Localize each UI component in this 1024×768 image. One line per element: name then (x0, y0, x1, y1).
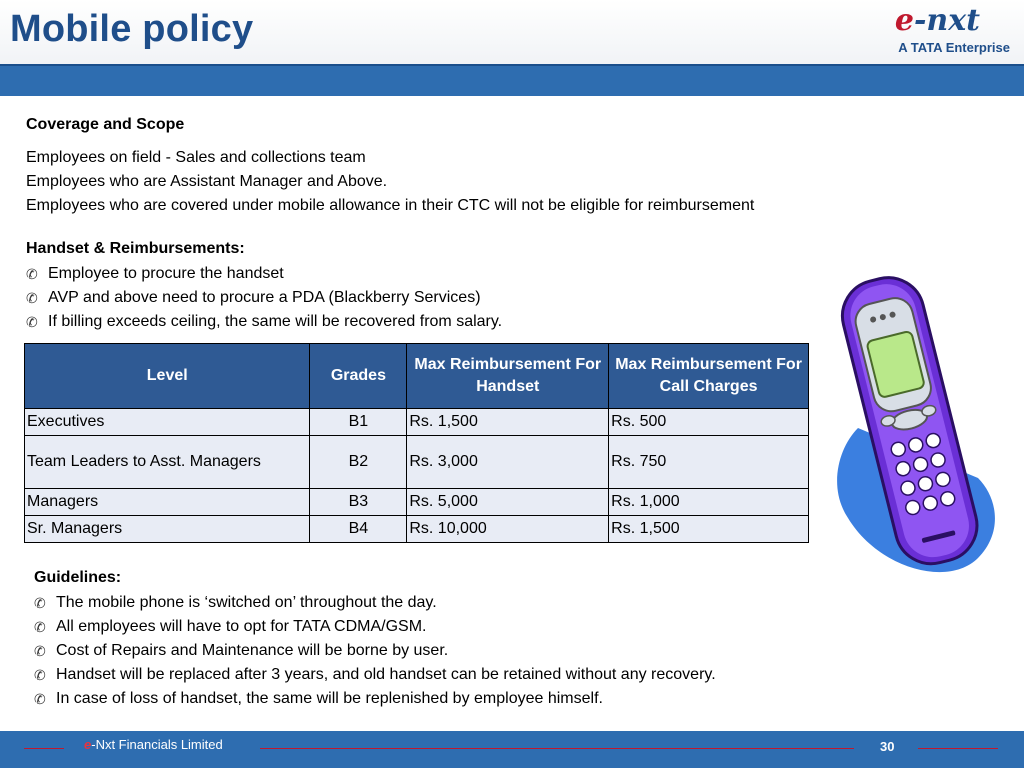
list-item: ✆ Employee to procure the handset (26, 262, 502, 286)
coverage-heading: Coverage and Scope (26, 116, 185, 133)
mobile-phone-illustration (828, 268, 1000, 588)
list-item: ✆ AVP and above need to procure a PDA (Blackberry Services) (26, 286, 502, 310)
phone-icon: ✆ (26, 266, 38, 282)
header-level: Level (25, 344, 310, 409)
page-number: 30 (880, 739, 895, 754)
reimbursement-table (24, 343, 809, 543)
cell-level: Managers (25, 489, 310, 516)
coverage-line: Employees who are covered under mobile allowance in their CTC will not be eligible for reimbursement (26, 197, 755, 214)
footer-divider (260, 748, 854, 749)
table-row (25, 436, 809, 489)
list-item: ✆ If billing exceeds ceiling, the same will be recovered from salary. (26, 310, 502, 334)
handset-heading: Handset & Reimbursements: (26, 240, 245, 257)
cell-grade: B1 (310, 409, 407, 436)
guidelines-list (34, 591, 716, 711)
list-item: ✆ Handset will be replaced after 3 years, and old handset can be retained without any recovery. (34, 663, 716, 687)
cell-call-charges: Rs. 1,500 (609, 516, 809, 543)
phone-icon: ✆ (34, 643, 46, 659)
phone-icon: ✆ (34, 667, 46, 683)
cell-level: Executives (25, 409, 310, 436)
header-max-handset: Max Reimbursement For Handset (407, 344, 609, 409)
footer-company: e-Nxt Financials Limited (84, 737, 223, 752)
list-item: ✆ In case of loss of handset, the same will be replenished by employee himself. (34, 687, 716, 711)
header-grades: Grades (310, 344, 407, 409)
cell-grade: B2 (310, 436, 407, 489)
coverage-lines (26, 146, 754, 218)
cell-handset: Rs. 10,000 (407, 516, 609, 543)
table-row (25, 516, 809, 543)
cell-call-charges: Rs. 750 (609, 436, 809, 489)
guidelines-heading: Guidelines: (34, 569, 122, 586)
phone-icon: ✆ (34, 619, 46, 635)
table-row (25, 409, 809, 436)
header-max-call-charges: Max Reimbursement For Call Charges (609, 344, 809, 409)
footer-divider (24, 748, 64, 749)
coverage-line: Employees on field - Sales and collections team (26, 149, 366, 166)
list-item: ✆ All employees will have to opt for TATA CDMA/GSM. (34, 615, 716, 639)
logo-mark: e-nxt (894, 3, 980, 38)
coverage-line: Employees who are Assistant Manager and Above. (26, 173, 388, 190)
logo-tagline: A TATA Enterprise (898, 40, 1010, 55)
slide-footer (0, 731, 1024, 768)
cell-handset: Rs. 3,000 (407, 436, 609, 489)
page-title: Mobile policy (10, 8, 254, 50)
table-header-row (25, 344, 809, 409)
header-band (0, 64, 1024, 96)
enxt-logo (870, 4, 1010, 60)
table-row (25, 489, 809, 516)
slide-header (0, 0, 1024, 64)
list-item: ✆ Cost of Repairs and Maintenance will be borne by user. (34, 639, 716, 663)
phone-icon: ✆ (34, 595, 46, 611)
phone-icon: ✆ (34, 691, 46, 707)
handset-list (26, 262, 502, 334)
cell-handset: Rs. 1,500 (407, 409, 609, 436)
cell-grade: B4 (310, 516, 407, 543)
list-item: ✆ The mobile phone is ‘switched on’ throughout the day. (34, 591, 716, 615)
footer-divider (918, 748, 998, 749)
cell-call-charges: Rs. 500 (609, 409, 809, 436)
cell-level: Team Leaders to Asst. Managers (25, 436, 310, 489)
cell-grade: B3 (310, 489, 407, 516)
phone-icon: ✆ (26, 290, 38, 306)
cell-call-charges: Rs. 1,000 (609, 489, 809, 516)
cell-level: Sr. Managers (25, 516, 310, 543)
cell-handset: Rs. 5,000 (407, 489, 609, 516)
phone-icon: ✆ (26, 314, 38, 330)
